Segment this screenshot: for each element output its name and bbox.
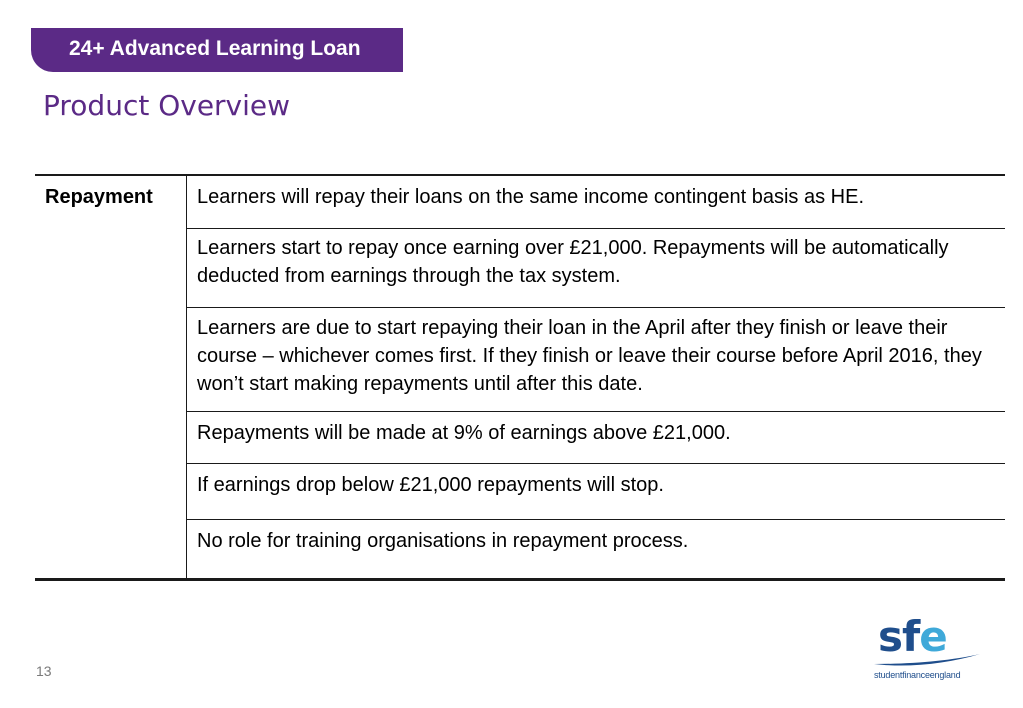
table-cell: If earnings drop below £21,000 repayments will stop. <box>197 474 664 496</box>
row-divider <box>187 307 1005 308</box>
row-divider <box>187 463 1005 464</box>
table-bottom-rule <box>35 578 1005 581</box>
row-divider <box>187 519 1005 520</box>
logo-subtext: studentfinanceengland <box>874 670 961 680</box>
page-title: Product Overview <box>43 89 291 122</box>
logo-letters-sf: sf <box>878 612 920 661</box>
sfe-logo <box>870 614 985 684</box>
table-cell: Learners will repay their loans on the same income contingent basis as HE. <box>197 186 865 208</box>
table-top-rule <box>35 174 1005 176</box>
page-number: 13 <box>36 663 52 679</box>
table-cell: No role for training organisations in repayment process. <box>197 530 689 552</box>
table-cell: Learners start to repay once earning over £21,000. Repayments will be automatically deducted from earnings through the tax system. <box>197 237 949 287</box>
title-banner <box>31 28 403 72</box>
table-cell: Repayments will be made at 9% of earnings above £21,000. <box>197 422 731 444</box>
logo-letter-e: e <box>919 612 947 661</box>
repayment-table <box>35 174 1005 580</box>
banner-title: 24+ Advanced Learning Loan <box>69 37 361 60</box>
logo-swoosh-icon <box>872 652 982 668</box>
row-divider <box>187 228 1005 229</box>
table-cell: Learners are due to start repaying their loan in the April after they finish or leave their course – whichever comes first. If they finish or leave their course before April 2016, they won’t start making repayments until after this date. <box>197 317 982 395</box>
row-divider <box>187 411 1005 412</box>
table-column-divider <box>186 176 187 578</box>
row-label-repayment: Repayment <box>45 186 153 208</box>
